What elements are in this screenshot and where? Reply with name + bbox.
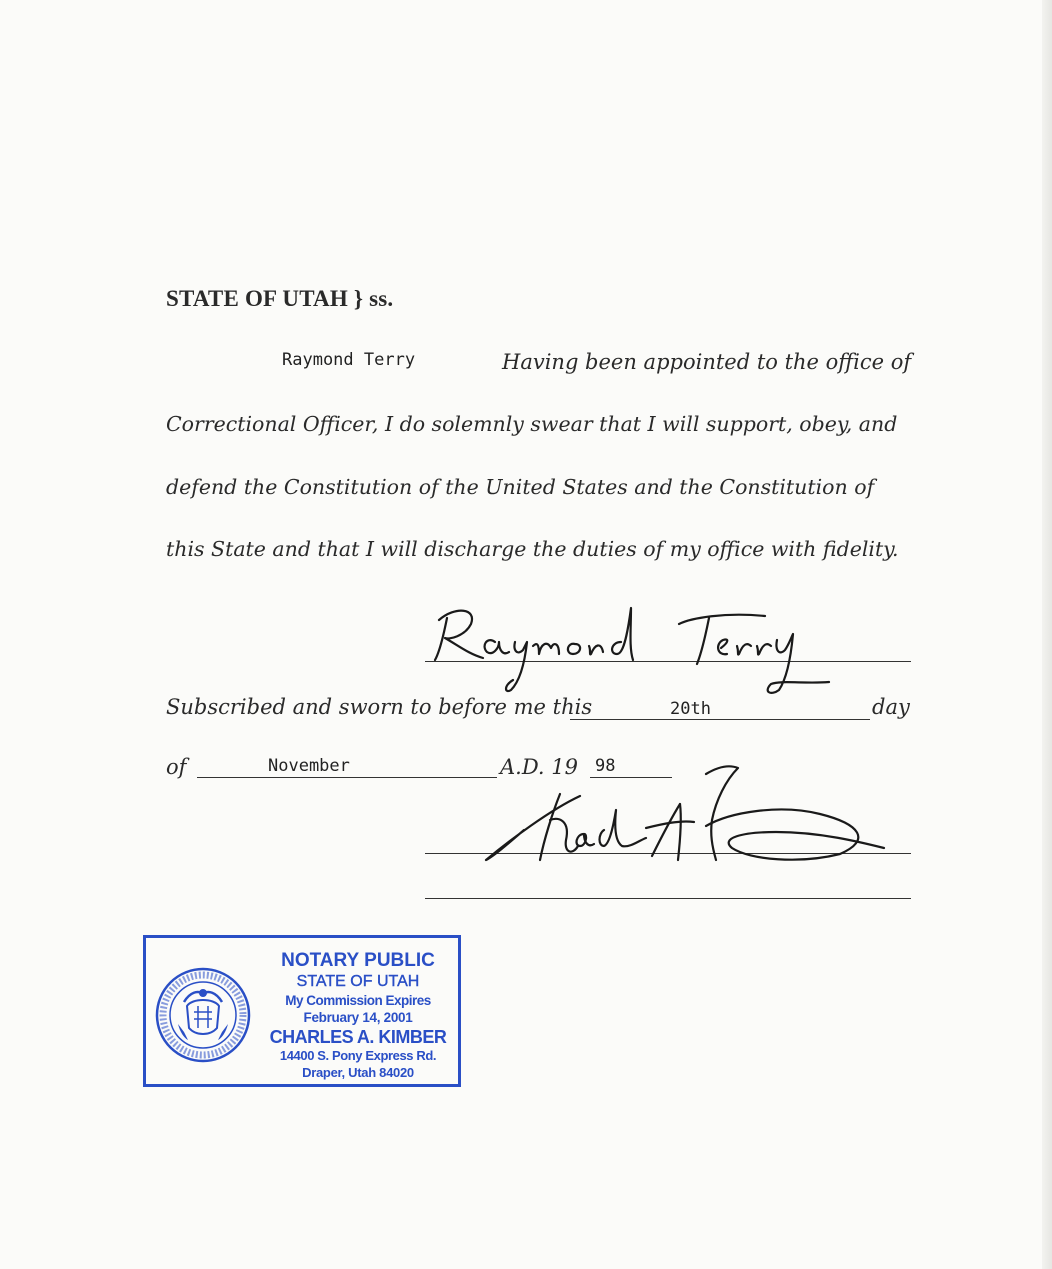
day-suffix: day [872,695,910,719]
stamp-commission-label: My Commission Expires [285,993,431,1008]
page-edge [1042,0,1052,1269]
stamp-notary-name: CHARLES A. KIMBER [269,1027,447,1047]
utah-seal-icon [154,966,252,1064]
stamp-title: NOTARY PUBLIC [281,950,435,971]
title-line [425,898,911,899]
day-line [570,719,870,720]
oath-line-1: Having been appointed to the office of [502,350,912,374]
of-label: of [166,755,187,779]
year-value: 98 [595,756,616,776]
document-heading: STATE OF UTAH } ss. [166,286,394,311]
sworn-prefix: Subscribed and sworn to before me this [166,695,593,719]
stamp-state: STATE OF UTAH [296,973,420,990]
month-line [197,777,497,778]
ad-label: A.D. 19 [500,755,579,779]
stamp-address-city: Draper, Utah 84020 [302,1065,414,1080]
appointee-name: Raymond Terry [282,350,416,370]
day-value: 20th [670,699,711,719]
signature-raymond-terry [425,598,845,698]
signature-notary [480,760,900,870]
oath-line-4: this State and that I will discharge the duties of my office with fidelity. [166,537,899,561]
notary-stamp [143,935,461,1087]
oath-line-2: Correctional Officer, I do solemnly swear that I will support, obey, and [166,412,898,436]
stamp-expiry-date: February 14, 2001 [303,1010,413,1025]
oath-line-3: defend the Constitution of the United States and the Constitution of [166,475,875,499]
month-value: November [268,756,350,776]
stamp-address-street: 14400 S. Pony Express Rd. [279,1048,437,1063]
